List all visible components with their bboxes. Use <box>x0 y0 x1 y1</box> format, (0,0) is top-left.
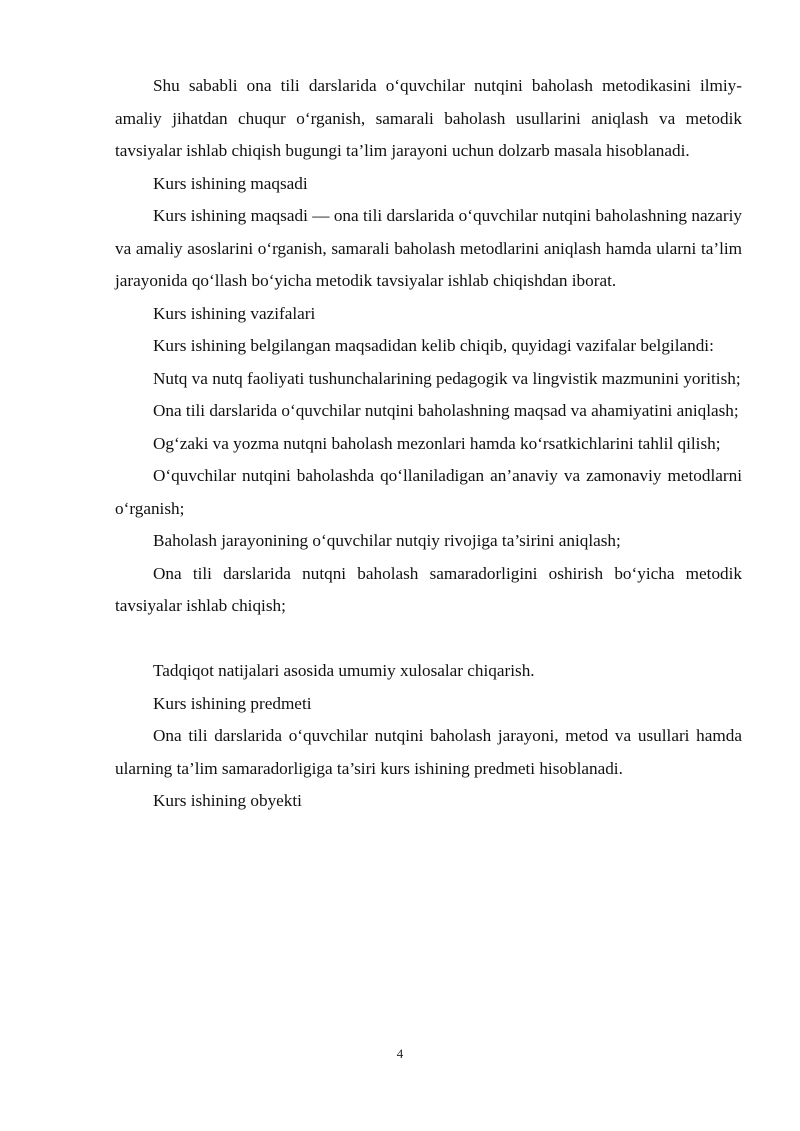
page-number: 4 <box>396 1046 404 1061</box>
paragraph-intro: Shu sababli ona tili darslarida o‘quvchilar nutqini baholash metodikasini ilmiy-amaliy jihatdan chuqur o‘rganish, samarali baholash usullarini aniqlash va metodik tavsiyalar ishlab chiqish bugungi ta’lim jarayoni uchun dolzarb masala hisoblanadi. <box>115 76 742 160</box>
task-item-6: Ona tili darslarida nutqni baholash samaradorligini oshirish bo‘yicha metodik tavsiyalar ishlab chiqish; <box>115 563 742 615</box>
paragraph-subject: Ona tili darslarida o‘quvchilar nutqini baholash jarayoni, metod va usullari hamda ularning ta’lim samaradorligiga ta’siri kurs ishining predmeti hisoblanadi. <box>115 726 742 778</box>
task-item-3: Og‘zaki va yozma nutqni baholash mezonlari hamda ko‘rsatkichlarini tahlil qilish; <box>153 433 721 453</box>
heading-goal: Kurs ishining maqsadi <box>153 173 308 193</box>
task-item-4: O‘quvchilar nutqini baholashda qo‘llaniladigan an’anaviy va zamonaviy metodlarni o‘rganish; <box>115 466 742 518</box>
task-item-7: Tadqiqot natijalari asosida umumiy xulosalar chiqarish. <box>153 661 535 680</box>
heading-tasks: Kurs ishining vazifalari <box>153 303 316 323</box>
document-page <box>115 70 742 818</box>
task-item-5: Baholash jarayonining o‘quvchilar nutqiy rivojiga ta’sirini aniqlash; <box>153 531 621 550</box>
task-item-2: Ona tili darslarida o‘quvchilar nutqini baholashning maqsad va ahamiyatini aniqlash; <box>153 401 739 420</box>
heading-subject: Kurs ishining predmeti <box>153 693 312 713</box>
heading-object: Kurs ishining obyekti <box>153 791 302 810</box>
paragraph-goal: Kurs ishining maqsadi — ona tili darslarida o‘quvchilar nutqini baholashning nazariy va amaliy asoslarini o‘rganish, samarali baholash metodlarini aniqlash hamda ularni ta’lim jarayonida qo‘llash bo‘yicha metodik tavsiyalar ishlab chiqishdan iborat. <box>115 206 742 290</box>
paragraph-tasks-intro: Kurs ishining belgilangan maqsadidan kelib chiqib, quyidagi vazifalar belgilandi: <box>153 336 714 355</box>
task-item-1: Nutq va nutq faoliyati tushunchalarining pedagogik va lingvistik mazmunini yoritish; <box>153 368 741 388</box>
